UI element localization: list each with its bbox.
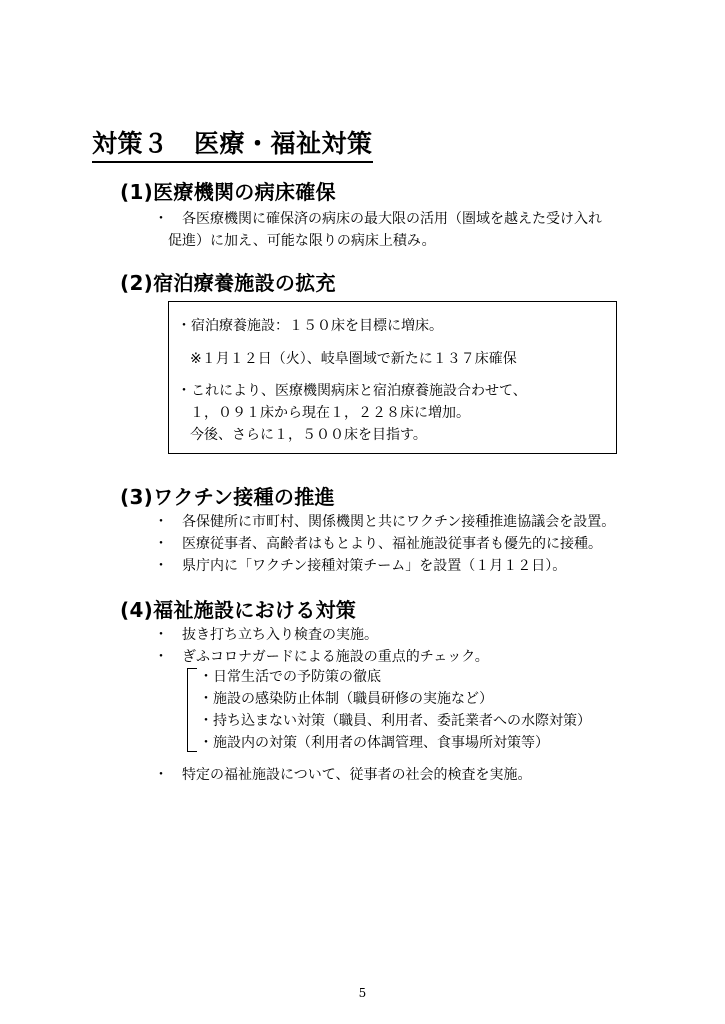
page-title: 対策３ 医療・福祉対策 — [92, 124, 373, 163]
sub-items-bracket — [187, 668, 197, 752]
section-3-heading: (3)ワクチン接種の推進 — [120, 485, 335, 509]
section-3-bullet-1: ・ 各保健所に市町村、関係機関と共にワクチン接種推進協議会を設置。 — [154, 514, 616, 530]
section-3-bullet-2: ・ 医療従事者、高齢者はもとより、福祉施設従事者も優先的に接種。 — [154, 536, 602, 552]
section-1-bullet-1-cont: 促進）に加え、可能な限りの病床上積み。 — [168, 233, 436, 249]
box-line-5: 今後、さらに１，５００床を目指す。 — [190, 427, 427, 443]
section-1-bullet-1: ・ 各医療機関に確保済の病床の最大限の活用（圏域を越えた受け入れ — [154, 211, 602, 227]
section-2-heading: (2)宿泊療養施設の拡充 — [120, 271, 336, 295]
section-4-bullet-1: ・ 抜き打ち立ち入り検査の実施。 — [154, 627, 378, 643]
box-line-4: １，０９１床から現在１，２２８床に増加。 — [190, 405, 470, 421]
section-4-heading: (4)福祉施設における対策 — [120, 598, 357, 622]
sub-item-3: ・持ち込まない対策（職員、利用者、委託業者への水際対策） — [199, 713, 591, 729]
section-4-final-bullet: ・ 特定の福祉施設について、従事者の社会的検査を実施。 — [154, 767, 532, 783]
section-4-bullet-2: ・ ぎふコロナガードによる施設の重点的チェック。 — [154, 649, 489, 665]
box-line-3: ・これにより、医療機関病床と宿泊療養施設合わせて、 — [177, 383, 527, 399]
box-line-1: ・宿泊療養施設：１５０床を目標に増床。 — [177, 318, 443, 334]
page-number: 5 — [358, 986, 367, 1000]
box-line-2: ※１月１２日（火）、岐阜圏域で新たに１３７床確保 — [190, 351, 517, 367]
sub-item-2: ・施設の感染防止体制（職員研修の実施など） — [199, 691, 493, 707]
sub-item-4: ・施設内の対策（利用者の体調管理、食事場所対策等） — [199, 735, 549, 751]
sub-item-1: ・日常生活での予防策の徹底 — [199, 669, 381, 685]
section-3-bullet-3: ・ 県庁内に「ワクチン接種対策チーム」を設置（１月１２日）。 — [154, 558, 567, 574]
section-1-heading: (1)医療機関の病床確保 — [120, 180, 336, 204]
